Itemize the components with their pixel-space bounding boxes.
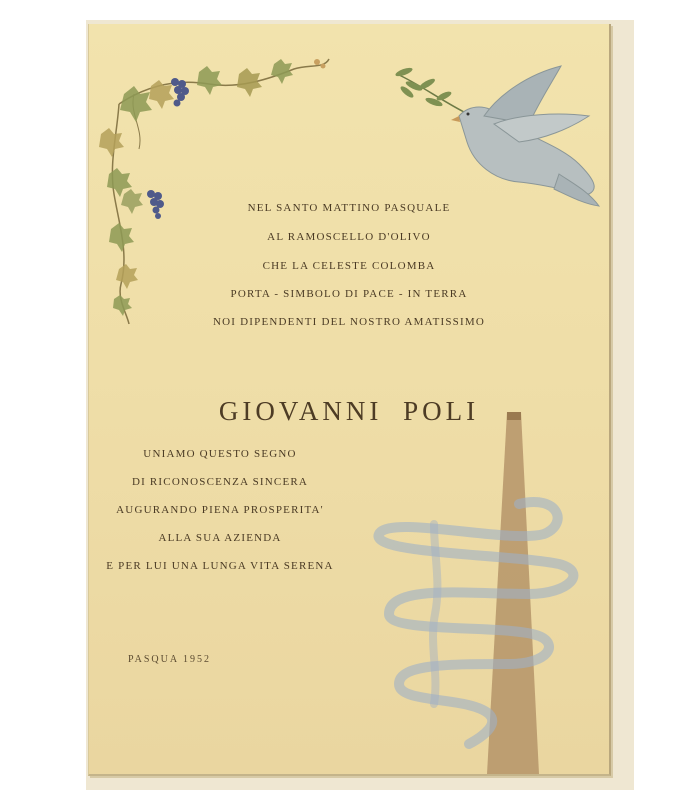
verse-line: ALLA SUA AZIENDA [158, 532, 282, 544]
verse-line: AUGURANDO PIENA PROSPERITA' [116, 504, 324, 516]
verse-line: DI RICONOSCENZA SINCERA [131, 476, 309, 488]
verse-line: PORTA - SIMBOLO DI PACE - IN TERRA [230, 288, 468, 300]
grapevine-icon [99, 59, 329, 324]
verse-line: UNIAMO QUESTO SEGNO [143, 448, 297, 460]
verse-line: CHE LA CELESTE COLOMBA [262, 260, 436, 272]
verse-line: E PER LUI UNA LUNGA VITA SERENA [106, 560, 334, 572]
recipient-name: GIOVANNI POLI [218, 396, 480, 426]
verse-line: NEL SANTO MATTINO PASQUALE [247, 202, 451, 214]
chimney-smoke-icon [378, 412, 573, 774]
verse-line: AL RAMOSCELLO D'OLIVO [267, 231, 431, 243]
verse-line: NOI DIPENDENTI DEL NOSTRO AMATISSIMO [213, 316, 485, 328]
dove-icon [451, 66, 599, 206]
olive-branch-icon [395, 66, 464, 112]
date-line: PASQUA 1952 [128, 654, 212, 665]
